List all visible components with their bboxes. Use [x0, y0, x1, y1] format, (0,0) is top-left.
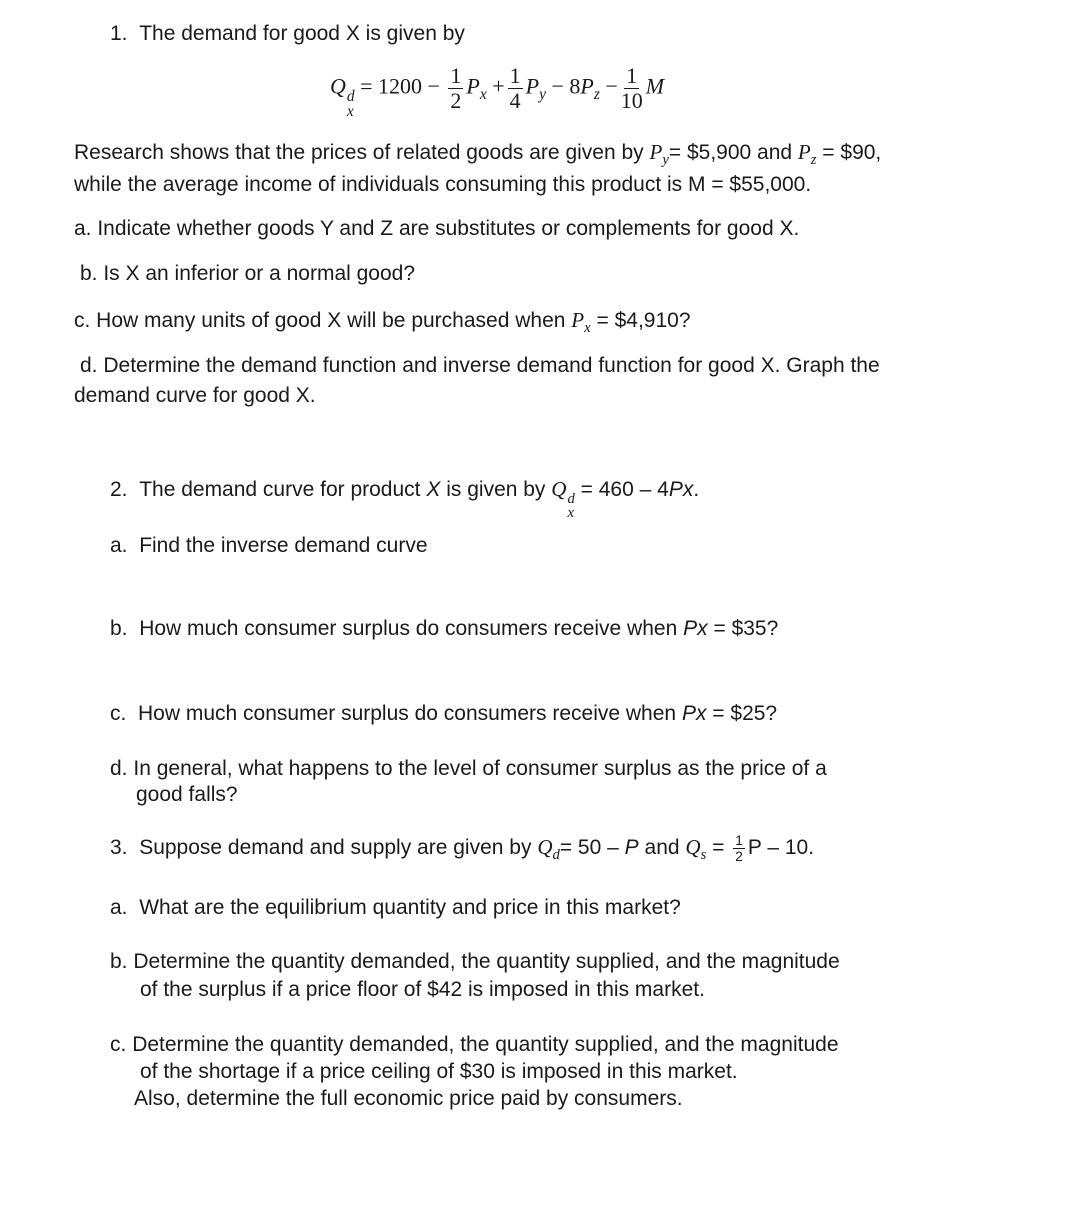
q1-research-line-2: while the average income of individuals consuming this product is M = $55,000.	[74, 173, 812, 196]
q1-research-line-1: Research shows that the prices of related goods are given by $P_y=$ $5,900 and $P_z$ = $90,	[74, 140, 882, 169]
q1-intro	[110, 21, 465, 46]
q1-part-d-line-1: d. Determine the demand function and inverse demand function for good X. Graph the	[80, 354, 880, 377]
q3-part-a: a. What are the equilibrium quantity and price in this market?	[110, 896, 681, 919]
q2-part-c: c. How much consumer surplus do consumers receive when Px = $25?	[110, 702, 778, 725]
q3-part-b-line-2: of the surplus if a price floor of $42 is imposed in this market.	[140, 978, 705, 1001]
q1-part-b: b. Is X an inferior or a normal good?	[80, 262, 416, 285]
q1-part-d-line-2: demand curve for good X.	[74, 384, 316, 407]
q1-number: 1.	[110, 22, 128, 45]
q2-part-a: a. Find the inverse demand curve	[110, 534, 428, 557]
q1-demand-equation: Q d x = 1200 − $\frac{1}{2}$ $P_x$ + $\frac{1}{4}$ $P_y - 8P_z$ − $\frac{1}{10}$ M	[330, 63, 665, 121]
q1-part-c: c. How many units of good X will be purchased when $P_x$ = $4,910?	[74, 308, 691, 337]
q2-intro: 2. The demand curve for product X is given by Q d x = 460 – 4Px.	[110, 477, 700, 522]
q3-part-c-line-3: Also, determine the full economic price paid by consumers.	[134, 1087, 683, 1110]
q2-part-b: b. How much consumer surplus do consumers receive when Px = $35?	[110, 617, 779, 640]
q3-part-c-line-1: c. Determine the quantity demanded, the quantity supplied, and the magnitude	[110, 1033, 839, 1056]
q1-intro-text: The demand for good X is given by	[139, 22, 465, 45]
q1-part-a: a. Indicate whether goods Y and Z are substitutes or complements for good X.	[74, 217, 800, 240]
q3-part-b-line-1: b. Determine the quantity demanded, the quantity supplied, and the magnitude	[110, 950, 840, 973]
q2-part-d-line-1: d. In general, what happens to the level of consumer surplus as the price of a	[110, 757, 827, 780]
q2-part-d-line-2: good falls?	[136, 783, 238, 806]
q3-intro: 3. Suppose demand and supply are given by $Q_d= 50 - P$ and $Q_s$ = $\frac{1}{2}$ P – 10.	[110, 833, 815, 865]
q3-part-c-line-2: of the shortage if a price ceiling of $30 is imposed in this market.	[140, 1060, 738, 1083]
